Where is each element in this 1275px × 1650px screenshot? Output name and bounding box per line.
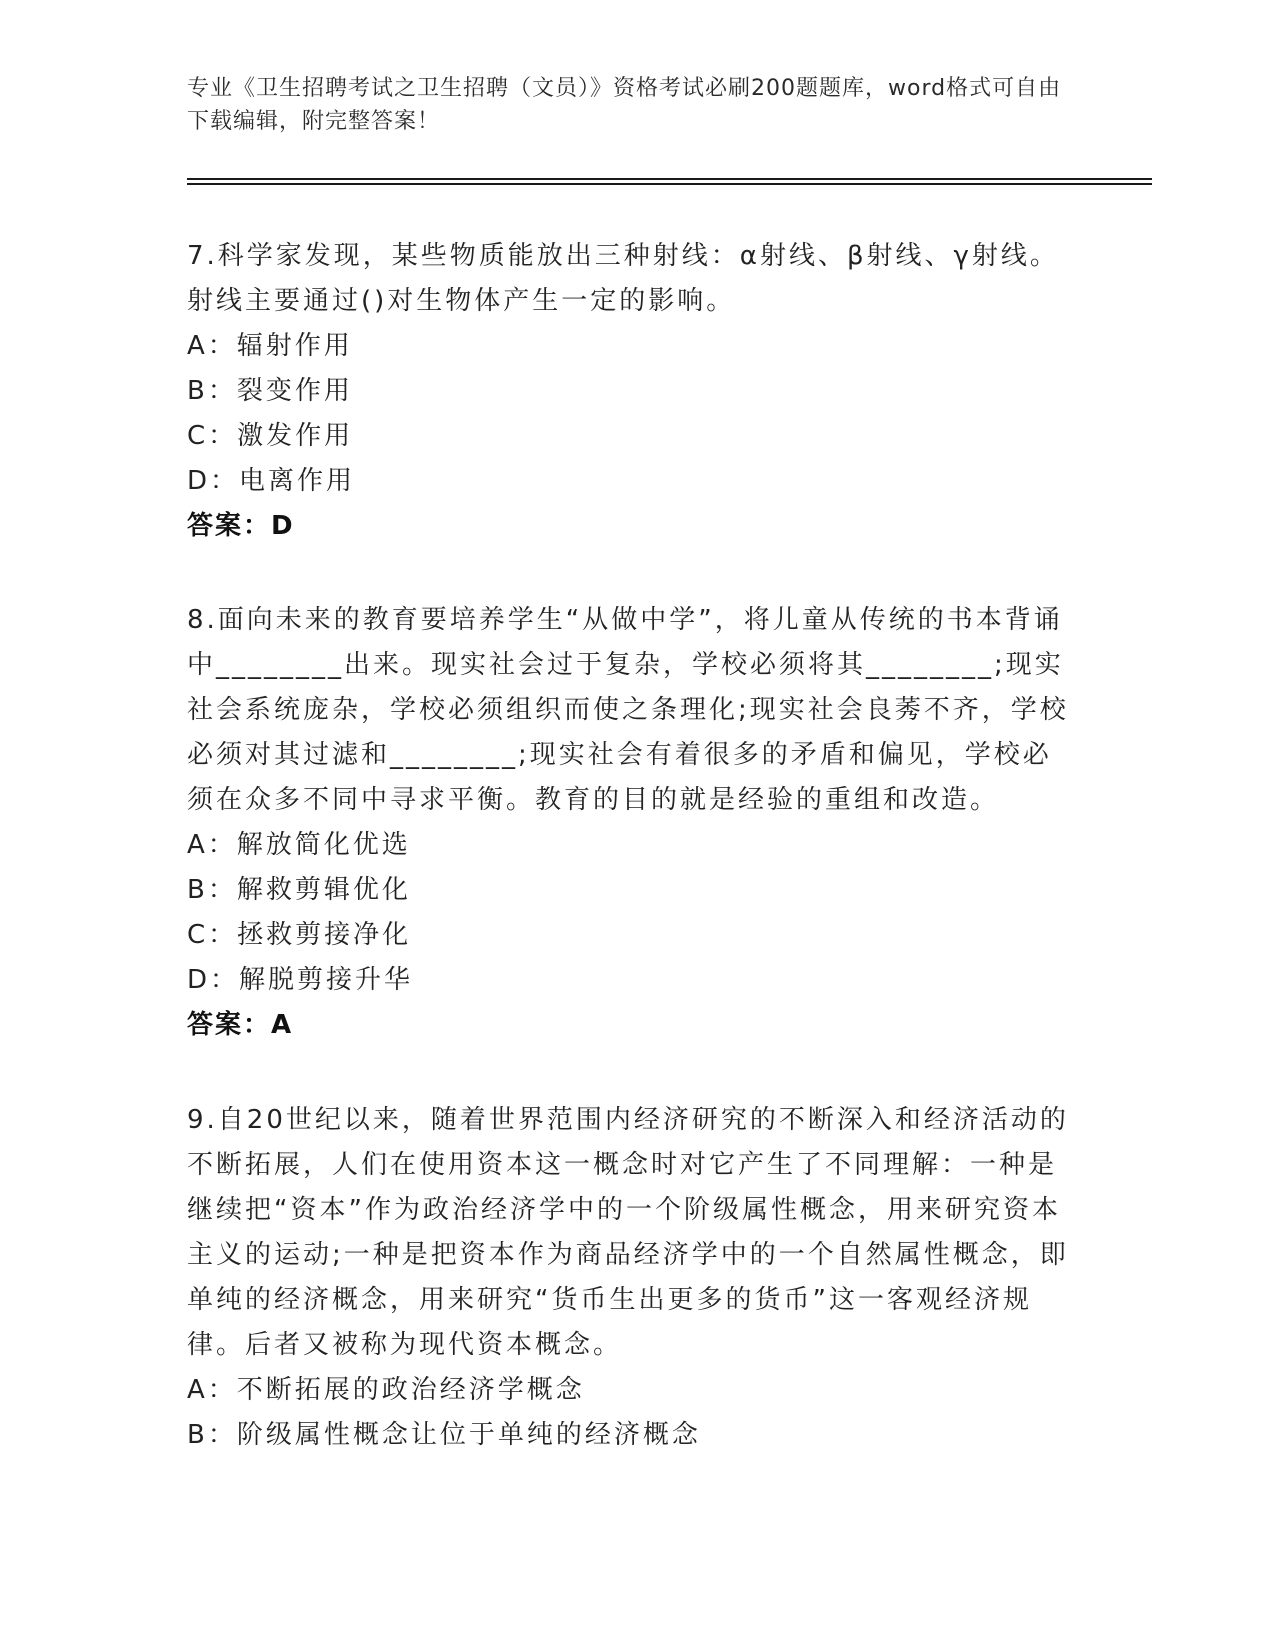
option-b: B：阶级属性概念让位于单纯的经济概念 xyxy=(187,1420,701,1450)
answer-label: 答案：D xyxy=(187,511,295,541)
option-d: D：解脱剪接升华 xyxy=(187,965,414,995)
answer-label: 答案：A xyxy=(187,1010,294,1040)
question-7 xyxy=(187,234,1072,549)
question-text: 7.科学家发现，某些物质能放出三种射线：α射线、β射线、γ射线。射线主要通过()对生物体产生一定的影响。 xyxy=(187,241,1059,316)
option-b: B：解救剪辑优化 xyxy=(187,875,411,905)
document-header: 专业《卫生招聘考试之卫生招聘（文员）》资格考试必刷200题题库，word格式可自由下载编辑，附完整答案！ xyxy=(187,76,1062,134)
option-a: A：解放简化优选 xyxy=(187,830,411,860)
option-c: C：激发作用 xyxy=(187,421,354,451)
option-a: A：辐射作用 xyxy=(187,331,353,361)
header-divider-line xyxy=(187,178,1152,180)
question-8 xyxy=(187,598,1072,1048)
option-d: D：电离作用 xyxy=(187,466,356,496)
option-b: B：裂变作用 xyxy=(187,376,353,406)
question-9 xyxy=(187,1098,1072,1458)
option-c: C：拯救剪接净化 xyxy=(187,920,412,950)
question-text: 8.面向未来的教育要培养学生“从做中学”，将儿童从传统的书本背诵中________出来。现实社会过于复杂，学校必须将其________;现实社会系统庞杂，学校必须组织而使之条理化;现实社会良莠不齐，学校必须对其过滤和________;现实社会有着很多的矛盾和偏见，学校必须在众多不同中寻求平衡。教育的目的就是经验的重组和改造。 xyxy=(187,605,1069,815)
question-text: 9.自20世纪以来，随着世界范围内经济研究的不断深入和经济活动的不断拓展，人们在使用资本这一概念时对它产生了不同理解：一种是继续把“资本”作为政治经济学中的一个阶级属性概念，用来研究资本主义的运动;一种是把资本作为商品经济学中的一个自然属性概念，即单纯的经济概念，用来研究“货币生出更多的货币”这一客观经济规律。后者又被称为现代资本概念。 xyxy=(187,1105,1069,1360)
option-a: A：不断拓展的政治经济学概念 xyxy=(187,1375,585,1405)
header-divider-line-secondary xyxy=(187,183,1152,185)
